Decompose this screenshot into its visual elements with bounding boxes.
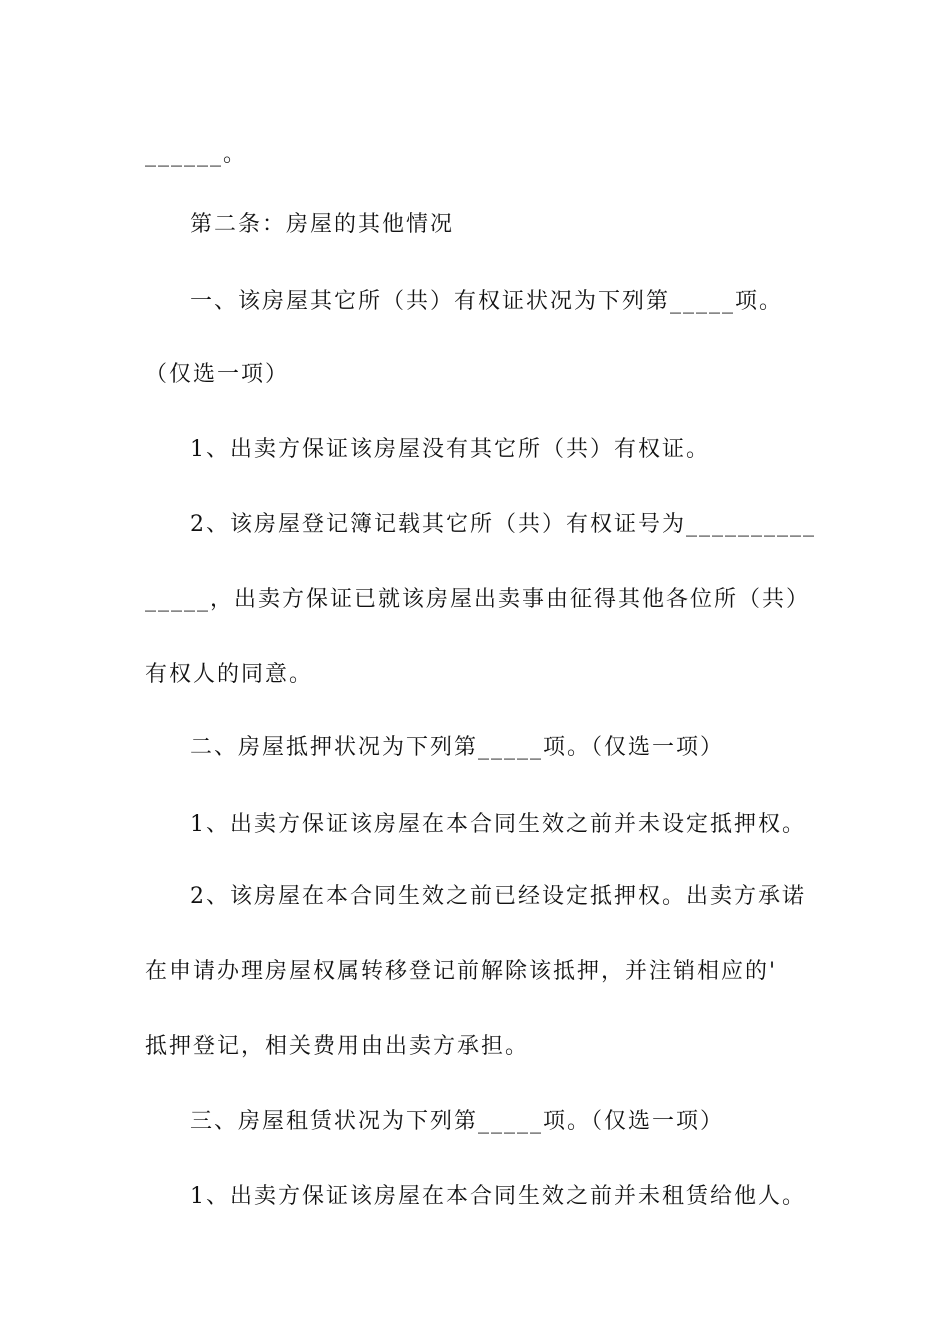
section-heading: 第二条：房屋的其他情况 (190, 212, 455, 237)
text-line: 抵押登记，相关费用由出卖方承担。 (145, 1034, 530, 1059)
text-line: 1、出卖方保证该房屋在本合同生效之前并未设定抵押权。 (190, 812, 806, 837)
text-line: _____，出卖方保证已就该房屋出卖事由征得其他各位所（共） (145, 587, 811, 612)
text-line: ______。 (145, 142, 248, 167)
text-line: 1、出卖方保证该房屋在本合同生效之前并未租赁给他人。 (190, 1184, 806, 1209)
text-line: 一、该房屋其它所（共）有权证状况为下列第_____项。 (190, 289, 784, 314)
text-line: 三、房屋租赁状况为下列第_____项。（仅选一项） (190, 1109, 725, 1134)
text-line: 有权人的同意。 (145, 662, 314, 687)
text-line: 1、出卖方保证该房屋没有其它所（共）有权证。 (190, 437, 710, 462)
text-line: 在申请办理房屋权属转移登记前解除该抵押，并注销相应的' (145, 959, 778, 984)
text-line: 二、房屋抵押状况为下列第_____项。（仅选一项） (190, 735, 725, 760)
text-line: （仅选一项） (145, 362, 290, 387)
text-line: 2、该房屋在本合同生效之前已经设定抵押权。出卖方承诺 (190, 884, 806, 909)
text-line: 2、该房屋登记簿记载其它所（共）有权证号为__________ (190, 512, 816, 537)
